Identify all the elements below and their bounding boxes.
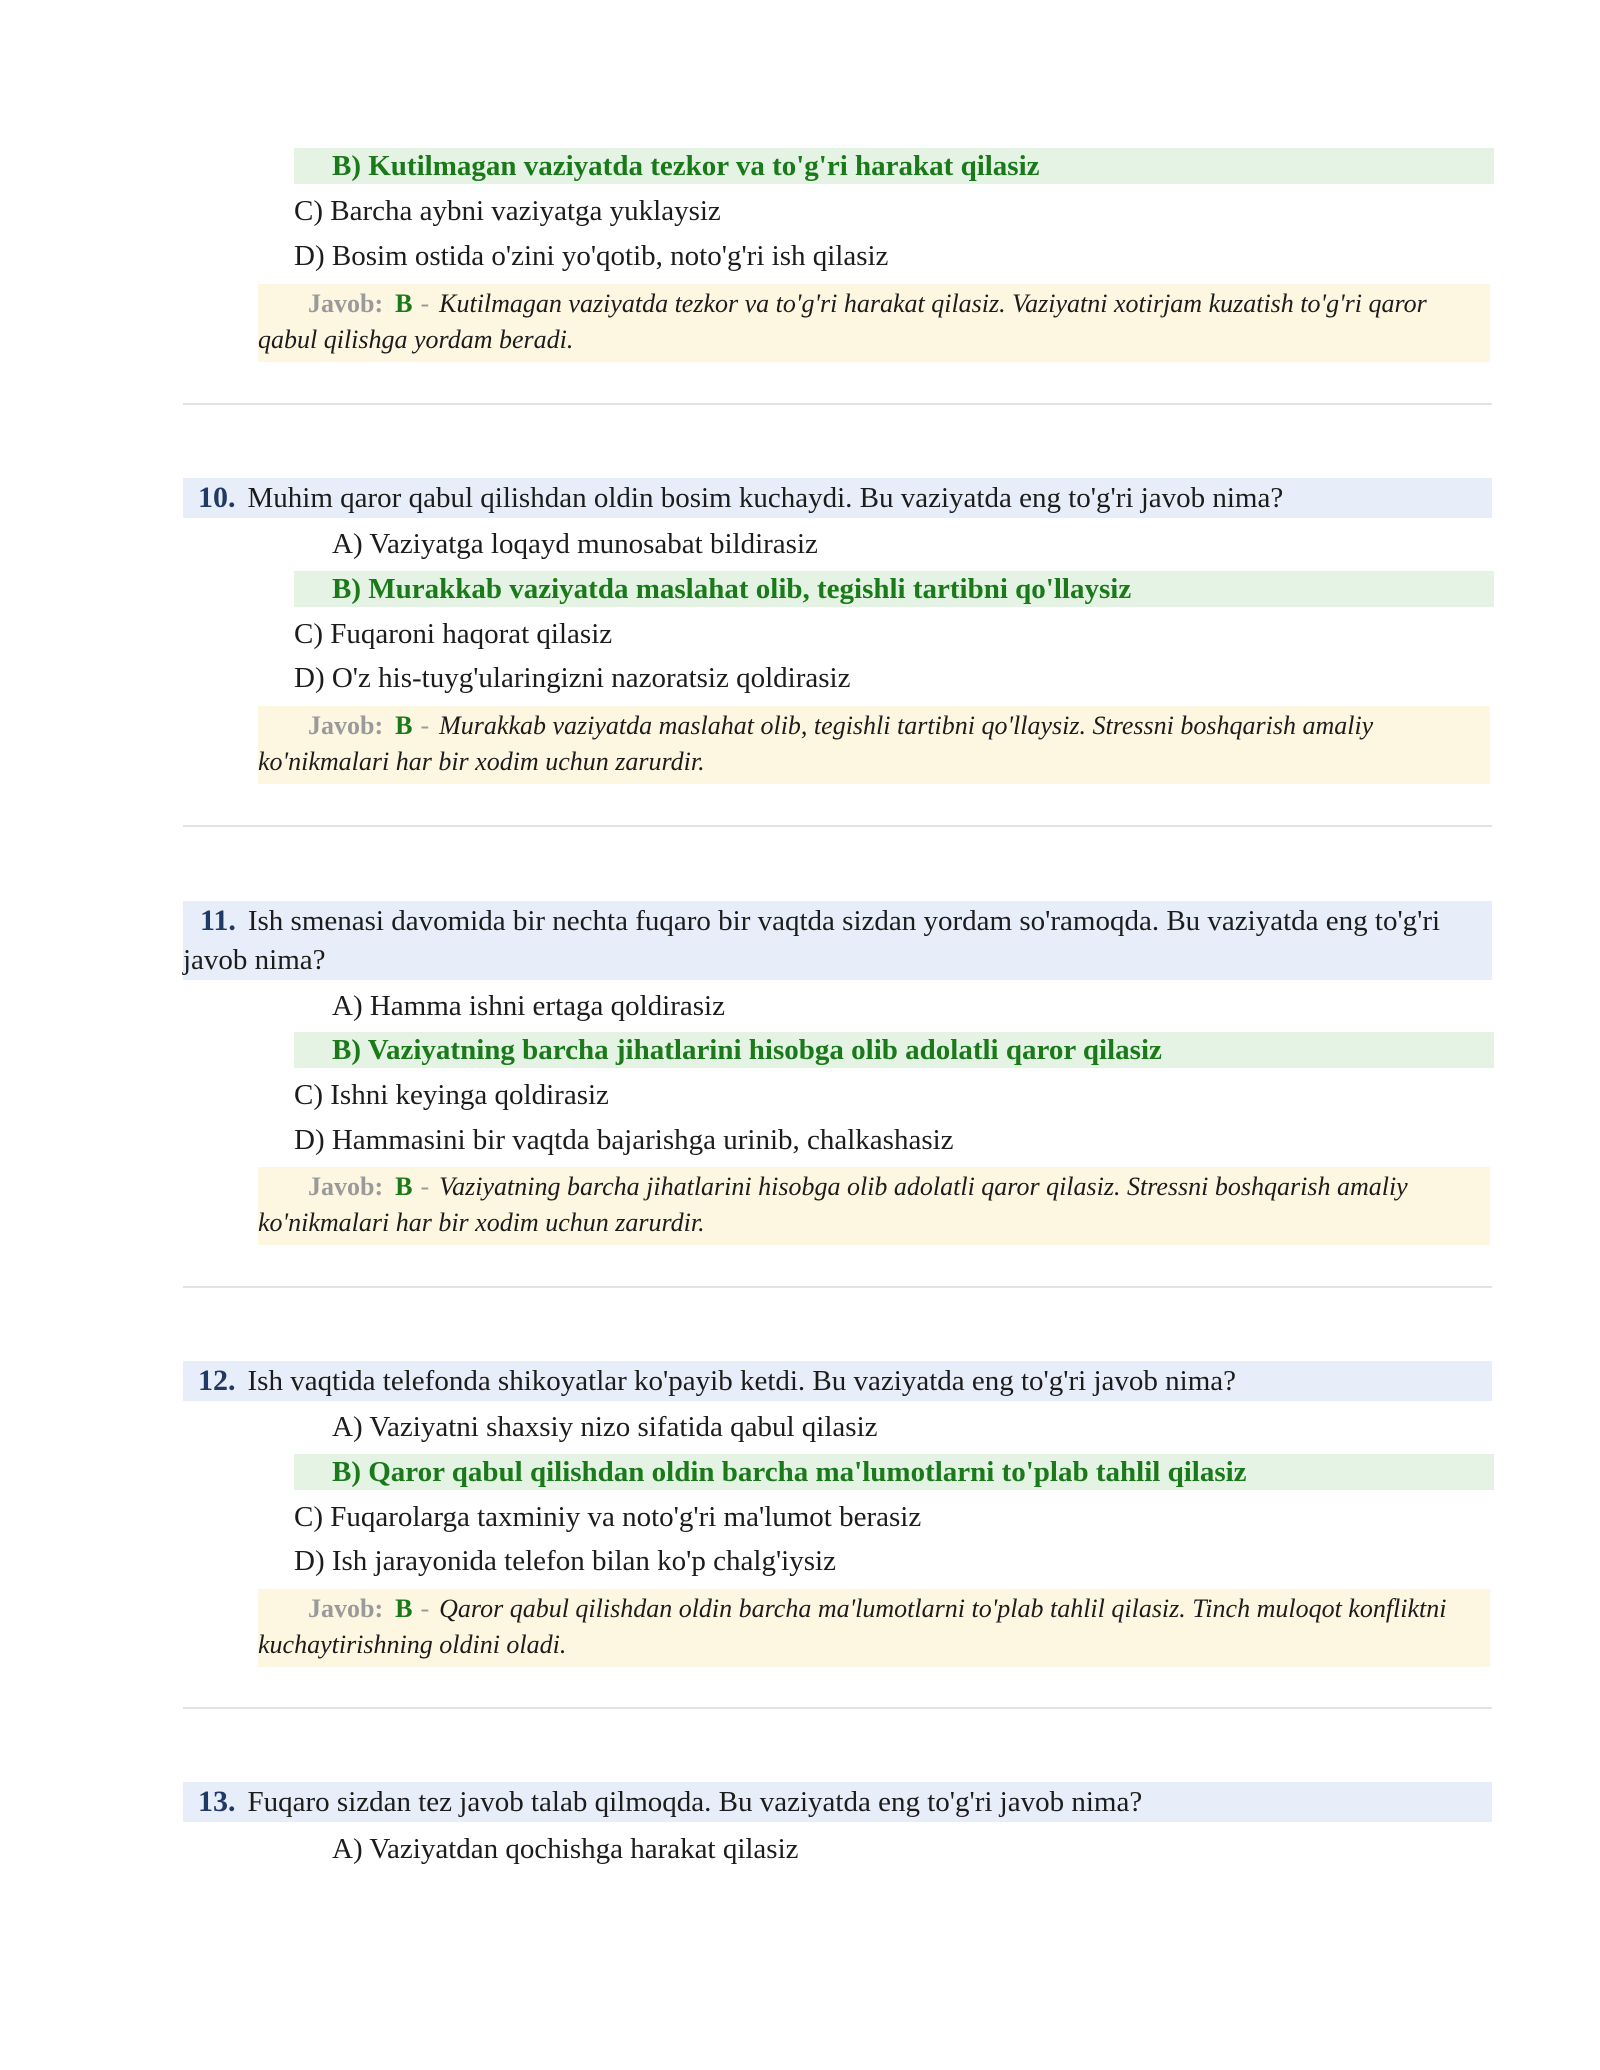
question-12-header	[183, 1361, 1492, 1401]
divider	[183, 1286, 1492, 1288]
question-number: 10.	[198, 481, 236, 514]
question-text: Ish vaqtida telefonda shikoyatlar ko'payib ketdi. Bu vaziyatda eng to'g'ri javob nima?	[247, 1365, 1237, 1397]
answer-label: Javob:	[308, 1594, 384, 1623]
question-number: 13.	[198, 1785, 236, 1818]
answer-letter: B	[395, 1172, 413, 1201]
option-c: C) Barcha aybni vaziyatga yuklaysiz	[294, 195, 721, 227]
answer-dash: -	[420, 711, 430, 740]
answer-box	[258, 1589, 1490, 1667]
option-a: A) Vaziyatni shaxsiy nizo sifatida qabul qilasiz	[332, 1411, 878, 1443]
option-d: D) Bosim ostida o'zini yo'qotib, noto'g'ri ish qilasiz	[294, 240, 889, 272]
answer-dash: -	[420, 289, 430, 318]
answer-explanation: Qaror qabul qilishdan oldin barcha ma'lumotlarni to'plab tahlil qilasiz. Tinch muloqot konfliktni kuchaytirishning oldini oladi.	[258, 1594, 1447, 1659]
option-c: C) Ishni keyinga qoldirasiz	[294, 1079, 609, 1111]
question-number: 12.	[198, 1364, 236, 1397]
question-number: 11.	[200, 904, 236, 937]
answer-box	[258, 1167, 1490, 1245]
answer-label: Javob:	[308, 711, 384, 740]
option-c: C) Fuqaroni haqorat qilasiz	[294, 618, 613, 650]
option-b-correct: B) Vaziyatning barcha jihatlarini hisobga olib adolatli qaror qilasiz	[294, 1032, 1494, 1068]
question-11-header	[183, 901, 1492, 980]
option-d: D) Ish jarayonida telefon bilan ko'p chalg'iysiz	[294, 1545, 836, 1577]
question-13-header	[183, 1782, 1492, 1822]
answer-letter: B	[395, 289, 413, 318]
divider	[183, 825, 1492, 827]
option-d: D) O'z his-tuyg'ularingizni nazoratsiz qoldirasiz	[294, 662, 851, 694]
answer-label: Javob:	[308, 289, 384, 318]
answer-dash: -	[420, 1172, 430, 1201]
divider	[183, 1707, 1492, 1709]
question-text: Muhim qaror qabul qilishdan oldin bosim kuchaydi. Bu vaziyatda eng to'g'ri javob nima?	[247, 482, 1284, 514]
answer-label: Javob:	[308, 1172, 384, 1201]
question-text: Fuqaro sizdan tez javob talab qilmoqda. Bu vaziyatda eng to'g'ri javob nima?	[247, 1786, 1143, 1818]
option-a: A) Vaziyatga loqayd munosabat bildirasiz	[332, 528, 818, 560]
divider	[183, 403, 1492, 405]
answer-letter: B	[395, 1594, 413, 1623]
question-10-header	[183, 478, 1492, 518]
option-b-correct: B) Murakkab vaziyatda maslahat olib, tegishli tartibni qo'llaysiz	[294, 571, 1494, 607]
option-d: D) Hammasini bir vaqtda bajarishga urinib, chalkashasiz	[294, 1124, 954, 1156]
option-c: C) Fuqarolarga taxminiy va noto'g'ri ma'lumot berasiz	[294, 1501, 922, 1533]
answer-box	[258, 284, 1490, 362]
option-b-correct: B) Qaror qabul qilishdan oldin barcha ma'lumotlarni to'plab tahlil qilasiz	[294, 1454, 1494, 1490]
question-text: Ish smenasi davomida bir nechta fuqaro bir vaqtda sizdan yordam so'ramoqda. Bu vaziyatda eng to'g'ri javob nima?	[183, 905, 1441, 976]
answer-box	[258, 706, 1490, 784]
option-a: A) Hamma ishni ertaga qoldirasiz	[332, 990, 725, 1022]
answer-explanation: Vaziyatning barcha jihatlarini hisobga olib adolatli qaror qilasiz. Stressni boshqarish amaliy ko'nikmalari har bir xodim uchun zarurdir.	[258, 1172, 1408, 1237]
option-a: A) Vaziyatdan qochishga harakat qilasiz	[332, 1833, 799, 1865]
option-b-correct: B) Kutilmagan vaziyatda tezkor va to'g'ri harakat qilasiz	[294, 148, 1494, 184]
answer-explanation: Kutilmagan vaziyatda tezkor va to'g'ri harakat qilasiz. Vaziyatni xotirjam kuzatish to'g'ri qaror qabul qilishga yordam beradi.	[258, 289, 1427, 354]
answer-dash: -	[420, 1594, 430, 1623]
answer-letter: B	[395, 711, 413, 740]
answer-explanation: Murakkab vaziyatda maslahat olib, tegishli tartibni qo'llaysiz. Stressni boshqarish amaliy ko'nikmalari har bir xodim uchun zarurdir.	[258, 711, 1374, 776]
